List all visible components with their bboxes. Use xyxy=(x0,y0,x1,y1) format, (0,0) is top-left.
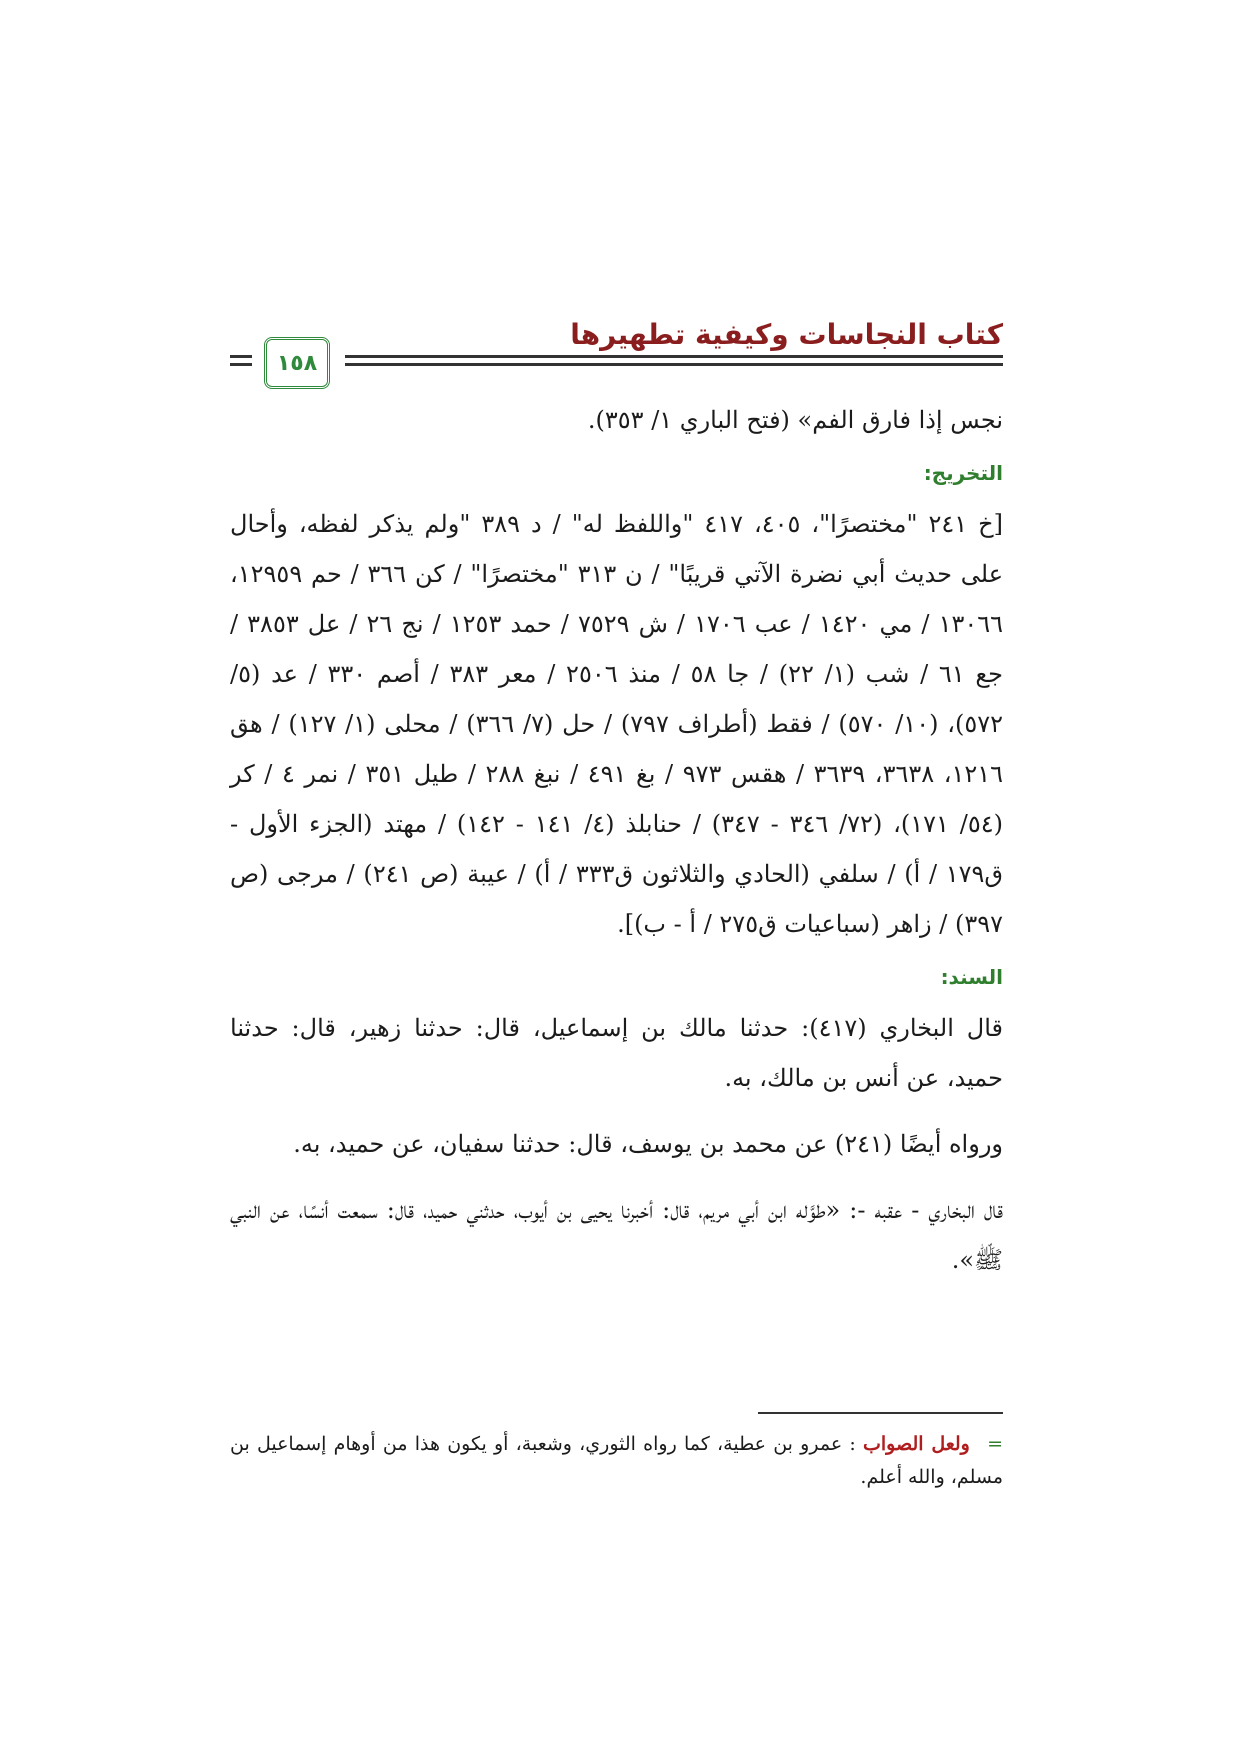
footnote-mark: = xyxy=(987,1433,1003,1455)
footnote-label: ولعل الصواب xyxy=(863,1433,970,1455)
footnote-text: : عمرو بن عطية، كما رواه الثوري، وشعبة، أو يكون هذا من أوهام إسماعيل بن مسلم، والله أعلم. xyxy=(230,1433,1003,1488)
header-rule-top xyxy=(345,355,1003,358)
page-number-badge xyxy=(264,337,330,389)
main-content xyxy=(230,395,1003,1285)
paragraph-gap xyxy=(230,1169,1003,1185)
header-rule-left-top xyxy=(230,355,252,358)
page-container xyxy=(230,300,1003,1500)
page-number: ١٥٨ xyxy=(276,350,318,376)
sanad-paragraph-2: ورواه أيضًا (٢٤١) عن محمد بن يوسف، قال: حدثنا سفيان، عن حميد، به. xyxy=(293,1130,1003,1158)
sanad-paragraph-3: قال البخاري - عقبه -: «طوَّله ابن أبي مريم، قال: أخبرنا يحيى بن أيوب، حدثني حميد، قال: سمعت أنسًا، عن النبي ﷺ». xyxy=(230,1196,1003,1274)
sanad-paragraph-1: قال البخاري (٤١٧): حدثنا مالك بن إسماعيل، قال: حدثنا زهير، قال: حدثنا حميد، عن أنس بن مالك، به. xyxy=(230,1014,1003,1092)
footnote-separator xyxy=(758,1412,1003,1414)
book-title: كتاب النجاسات وكيفية تطهيرها xyxy=(570,318,1003,351)
paragraph-gap xyxy=(230,1103,1003,1119)
footnote xyxy=(230,1428,1003,1494)
header-rule-bottom xyxy=(345,363,1003,366)
sanad-title: السند: xyxy=(940,965,1003,989)
intro-line: نجس إذا فارق الفم» (فتح الباري ١/ ٣٥٣). xyxy=(587,406,1003,434)
header-rule-left-bottom xyxy=(230,363,252,366)
takhrij-paragraph: [خ ٢٤١ "مختصرًا"، ٤٠٥، ٤١٧ "واللفظ له" / د ٣٨٩ "ولم يذكر لفظه، وأحال على حديث أبي نضرة الآتي قريبًا" / ن ٣١٣ "مختصرًا" / كن ٣٦٦ / حم ١٢٩٥٩، ١٣٠٦٦ / مي ١٤٢٠ / عب ١٧٠٦ / ش ٧٥٢٩ / حمد ١٢٥٣ / نج ٢٦ / عل ٣٨٥٣ / جع ٦١ / شب (١/ ٢٢) / جا ٥٨ / منذ ٢٥٠٦ / معر ٣٨٣ / أصم ٣٣٠ / عد (٥/ ٥٧٢)، (١٠/ ٥٧٠) / فقط (أطراف ٧٩٧) / حل (٧/ ٣٦٦) / محلى (١/ ١٢٧) / هق ١٢١٦، ٣٦٣٨، ٣٦٣٩ / هقس ٩٧٣ / بغ ٤٩١ / نبغ ٢٨٨ / طيل ٣٥١ / نمر ٤ / كر (٥٤/ ١٧١)، (٧٢/ ٣٤٦ - ٣٤٧) / حنابلذ (٤/ ١٤١ - ١٤٢) / مهتد (الجزء الأول - ق١٧٩ / أ) / سلفي (الحادي والثلاثون ق٣٣٣ / أ) / عيبة (ص ٢٤١) / مرجى (ص ٣٩٧) / زاهر (سباعيات ق٢٧٥ / أ - ب)]. xyxy=(230,510,1004,938)
takhrij-title: التخريج: xyxy=(923,461,1003,485)
page-header xyxy=(230,300,1003,395)
